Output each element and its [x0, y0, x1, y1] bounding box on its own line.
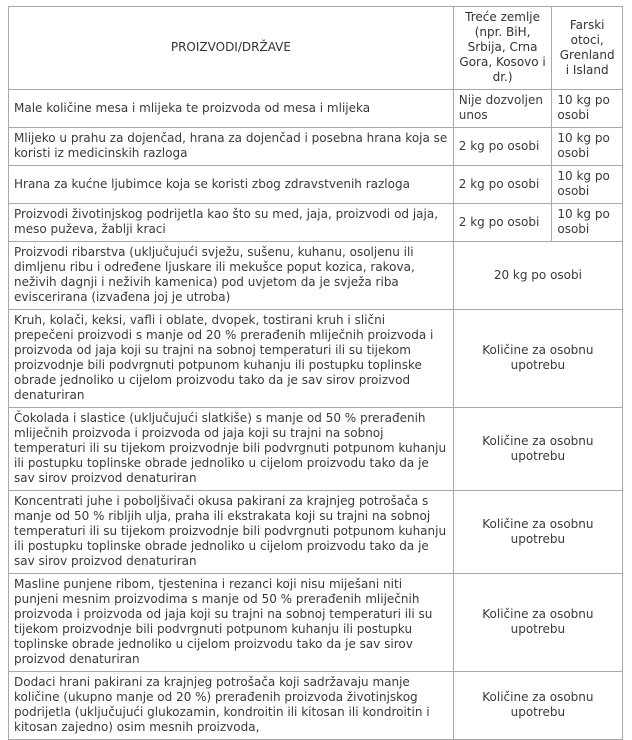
header-products-countries: PROIZVODI/DRŽAVE	[9, 7, 454, 90]
product-cell: Dodaci hrani pakirani za krajnjeg potrošača koji sadržavaju manje količine (ukupno manje od 20 %) prerađenih proizvoda životinjskog podrijetla (uključujući glukozamin, kondroitin ili kitosan ili kondroitin i kitosan zajedno) osim mesnih proizvoda,	[9, 672, 454, 740]
merged-limit-cell: Količine za osobnu upotrebu	[453, 491, 622, 574]
product-cell: Koncentrati juhe i poboljšivači okusa pakirani za krajnjeg potrošača s manje od 50 % ribljih ulja, praha ili ekstrakata koji su trajni na sobnoj temperaturi ili su tijekom proizvodnje bili podvrgnuti potpunom kuhanju ili postupku toplinske obrade jednoliko u cijelom proizvodu tako da je sav sirov proizvod denaturiran	[9, 491, 454, 574]
table-row	[9, 491, 623, 574]
third-countries-cell: Nije dozvoljen unos	[453, 90, 552, 128]
faroe-cell: 10 kg po osobi	[552, 166, 623, 204]
product-cell: Male količine mesa i mlijeka te proizvoda od mesa i mlijeka	[9, 90, 454, 128]
faroe-cell: 10 kg po osobi	[552, 90, 623, 128]
merged-limit-cell: Količine za osobnu upotrebu	[453, 408, 622, 491]
product-cell: Proizvodi ribarstva (uključujući svježu, sušenu, kuhanu, osoljenu ili dimljenu ribu i određene ljuskare ili mekušce poput kozica, rakova, neživih dagnji i neživih kamenica) pod uvjetom da je svježa riba eviscerirana (izvađena joj je utroba)	[9, 242, 454, 310]
table-row	[9, 204, 623, 242]
table-header-row	[9, 7, 623, 90]
product-cell: Kruh, kolači, keksi, vafli i oblate, dvopek, tostirani kruh i slični prepečeni proizvodi s manje od 20 % prerađenih mliječnih proizvoda i proizvoda od jaja koji su trajni na sobnoj temperaturi ili su tijekom proizvodnje bili podvrgnuti potpunom kuhanju ili postupku toplinske obrade jednoliko u cijelom proizvodu tako da je sav sirov proizvod denaturiran	[9, 310, 454, 408]
merged-limit-cell: Količine za osobnu upotrebu	[453, 574, 622, 672]
table-row	[9, 166, 623, 204]
faroe-cell: 10 kg po osobi	[552, 204, 623, 242]
table-row	[9, 128, 623, 166]
faroe-cell: 10 kg po osobi	[552, 128, 623, 166]
third-countries-cell: 2 kg po osobi	[453, 128, 552, 166]
table-row	[9, 672, 623, 740]
product-cell: Čokolada i slastice (uključujući slatkiše) s manje od 50 % prerađenih mliječnih proizvoda i proizvoda od jaja koji su trajni na sobnoj temperaturi ili su tijekom proizvodnje bili podvrgnuti potpunom kuhanju ili postupku toplinske obrade jednoliko u cijelom proizvodu tako da je sav sirov proizvod denaturiran	[9, 408, 454, 491]
merged-limit-cell: Količine za osobnu upotrebu	[453, 672, 622, 740]
product-cell: Mlijeko u prahu za dojenčad, hrana za dojenčad i posebna hrana koja se koristi iz medicinskih razloga	[9, 128, 454, 166]
product-cell: Hrana za kućne ljubimce koja se koristi zbog zdravstvenih razloga	[9, 166, 454, 204]
table-row	[9, 310, 623, 408]
third-countries-cell: 2 kg po osobi	[453, 166, 552, 204]
third-countries-cell: 2 kg po osobi	[453, 204, 552, 242]
merged-limit-cell: Količine za osobnu upotrebu	[453, 310, 622, 408]
header-third-countries: Treće zemlje (npr. BiH, Srbija, Crna Gora, Kosovo i dr.)	[453, 7, 552, 90]
header-faroe-greenland-iceland: Farski otoci, Grenland i Island	[552, 7, 623, 90]
product-cell: Proizvodi životinjskog podrijetla kao što su med, jaja, proizvodi od jaja, meso puževa, žablji kraci	[9, 204, 454, 242]
import-limits-table	[8, 6, 623, 740]
merged-limit-cell: 20 kg po osobi	[453, 242, 622, 310]
product-cell: Masline punjene ribom, tjestenina i rezanci koji nisu miješani niti punjeni mesnim proizvodima s manje od 50 % prerađenih mliječnih proizvoda i proizvoda od jaja koji su trajni na sobnoj temperaturi ili su tijekom proizvodnje bili podvrgnuti potpunom kuhanju ili postupku toplinske obrade jednoliko u cijelom proizvodu tako da je sav sirov proizvod denaturiran	[9, 574, 454, 672]
table-row	[9, 574, 623, 672]
table-row	[9, 90, 623, 128]
table-row	[9, 408, 623, 491]
table-row	[9, 242, 623, 310]
